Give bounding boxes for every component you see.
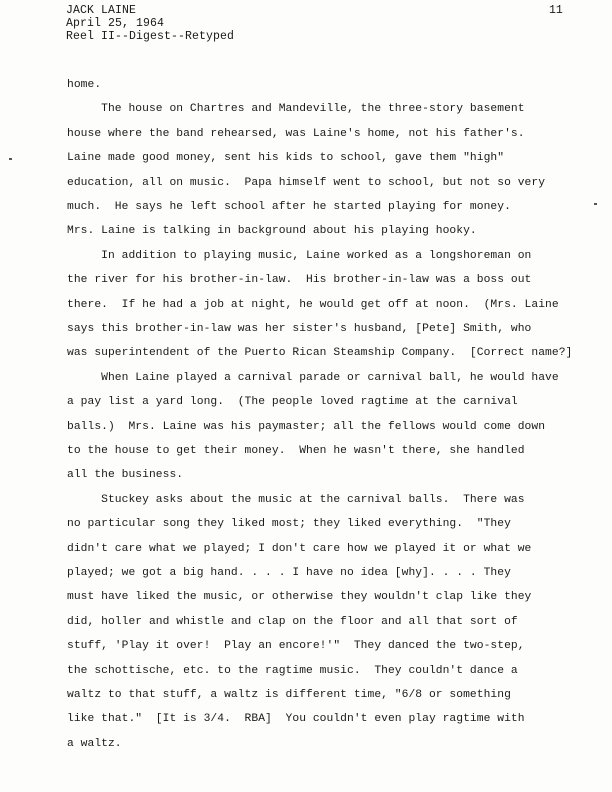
text-line: like that." [It is 3/4. RBA] You couldn't even play ragtime with — [67, 713, 525, 725]
document-header — [66, 4, 234, 43]
header-reel: Reel II--Digest--Retyped — [66, 30, 235, 43]
stray-mark — [594, 203, 597, 205]
text-line: didn't care what we played; I don't care how we played it or what we — [67, 543, 532, 555]
text-line: Laine made good money, sent his kids to school, gave them "high" — [67, 152, 505, 164]
text-line: house where the band rehearsed, was Laine's home, not his father's. — [67, 128, 525, 140]
text-line: did, holler and whistle and clap on the floor and all that sort of — [67, 616, 518, 628]
text-line: much. He says he left school after he started playing for money. — [67, 201, 511, 213]
text-line: Stuckey asks about the music at the carnival balls. There was — [67, 494, 525, 506]
text-line: the river for his brother-in-law. His brother-in-law was a boss out — [67, 274, 532, 286]
text-line: there. If he had a job at night, he would get off at noon. (Mrs. Laine — [67, 299, 559, 311]
text-line: the schottische, etc. to the ragtime music. They couldn't dance a — [67, 665, 518, 677]
header-date: April 25, 1964 — [66, 17, 165, 30]
text-line: must have liked the music, or otherwise they wouldn't clap like they — [67, 591, 532, 603]
text-line: all the business. — [67, 469, 184, 481]
text-line: When Laine played a carnival parade or carnival ball, he would have — [67, 372, 559, 384]
text-line: In addition to playing music, Laine worked as a longshoreman on — [67, 250, 532, 262]
text-line: waltz to that stuff, a waltz is different time, "6/8 or something — [67, 689, 511, 701]
text-line: a pay list a yard long. (The people loved ragtime at the carnival — [67, 396, 518, 408]
text-line: The house on Chartres and Mandeville, the three-story basement — [67, 103, 525, 115]
text-line: played; we got a big hand. . . . I have no idea [why]. . . . They — [67, 567, 511, 579]
text-line: a waltz. — [67, 738, 122, 750]
header-name: JACK LAINE — [66, 4, 137, 17]
text-line: balls.) Mrs. Laine was his paymaster; all the fellows would come down — [67, 421, 546, 433]
stray-mark — [9, 158, 12, 160]
text-line: education, all on music. Papa himself went to school, but not so very — [67, 177, 546, 189]
text-line: home. — [67, 79, 102, 91]
text-line: stuff, 'Play it over! Play an encore!'" They danced the two-step, — [67, 640, 525, 652]
page-number: 11 — [549, 4, 563, 17]
text-line: Mrs. Laine is talking in background about his playing hooky. — [67, 225, 477, 237]
text-line: no particular song they liked most; they liked everything. "They — [67, 518, 511, 530]
text-line: was superintendent of the Puerto Rican Steamship Company. [Correct name?] — [67, 347, 573, 359]
text-line: to the house to get their money. When he wasn't there, she handled — [67, 445, 525, 457]
text-line: says this brother-in-law was her sister's husband, [Pete] Smith, who — [67, 323, 532, 335]
